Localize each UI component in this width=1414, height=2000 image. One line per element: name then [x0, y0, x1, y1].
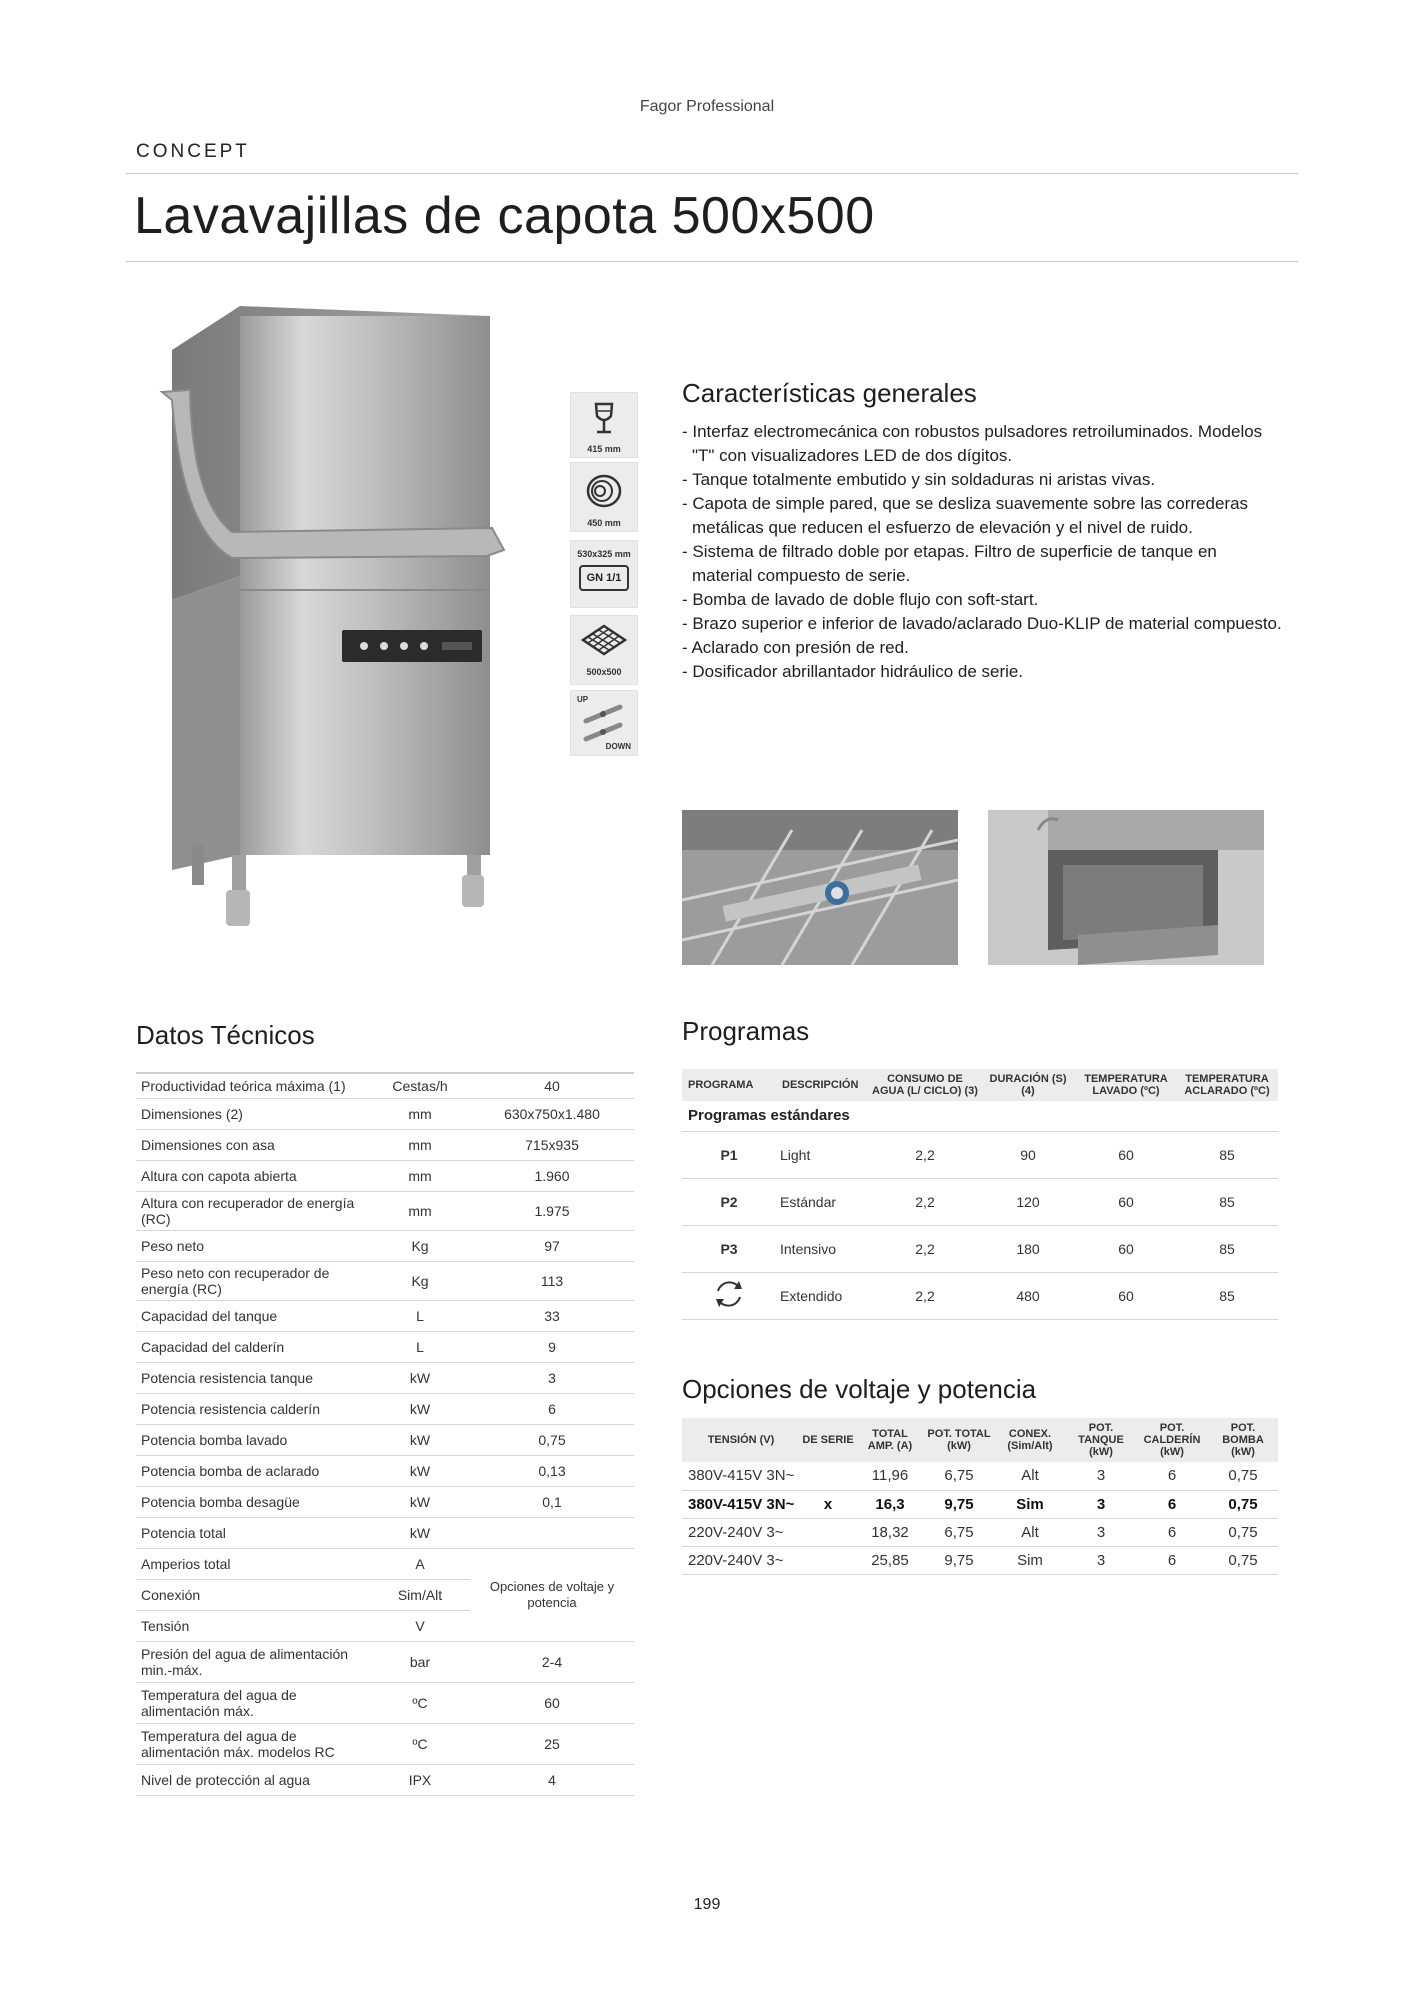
table-row	[136, 1331, 634, 1362]
wash-arms-detail-photo	[682, 810, 958, 965]
program-value: 85	[1176, 1225, 1278, 1272]
gn-tray-caption: 530x325 mm	[577, 549, 631, 559]
datos-unit: IPX	[370, 1764, 470, 1795]
datos-label: Altura con capota abierta	[136, 1160, 370, 1191]
datos-label: Potencia resistencia calderín	[136, 1393, 370, 1424]
datos-unit: bar	[370, 1641, 470, 1682]
program-value: 60	[1076, 1272, 1176, 1319]
list-item: - Tanque totalmente embutido y sin soldaduras ni aristas vivas.	[682, 470, 1156, 489]
table-row	[136, 1764, 634, 1795]
voltage-cell: x	[800, 1490, 856, 1518]
datos-unit: ºC	[370, 1682, 470, 1723]
datos-value: 60	[470, 1682, 634, 1723]
programas-heading: Programas	[682, 1016, 810, 1046]
datos-label: Dimensiones con asa	[136, 1129, 370, 1160]
datos-unit: Sim/Alt	[370, 1579, 470, 1610]
program-value: 60	[1076, 1225, 1176, 1272]
datos-value	[470, 1517, 634, 1548]
gn-tray-icon: GN 1/1	[579, 565, 629, 591]
wine-glass-icon	[584, 399, 624, 439]
datos-label: Productividad teórica máxima (1)	[136, 1073, 370, 1098]
list-item: - Sistema de filtrado doble por etapas. Filtro de superficie de tanque en material compuesto de serie.	[682, 542, 1217, 585]
gn-tray-badge	[570, 540, 638, 608]
program-value: 60	[1076, 1178, 1176, 1225]
program-value: 85	[1176, 1178, 1278, 1225]
glass-height-badge	[570, 392, 638, 458]
datos-label: Dimensiones (2)	[136, 1098, 370, 1129]
datos-label: Potencia bomba desagüe	[136, 1486, 370, 1517]
datos-unit: mm	[370, 1191, 470, 1230]
table-row	[136, 1230, 634, 1261]
brand-name: Fagor Professional	[639, 98, 775, 115]
wash-arms-badge	[570, 690, 638, 756]
datos-heading: Datos Técnicos	[136, 1020, 315, 1050]
datos-label: Capacidad del calderín	[136, 1331, 370, 1362]
datos-label: Tensión	[136, 1610, 370, 1641]
table-row	[682, 1518, 1278, 1546]
datos-value: 97	[470, 1230, 634, 1261]
datos-label: Potencia total	[136, 1517, 370, 1548]
program-code: P3	[682, 1225, 776, 1272]
datos-label: Amperios total	[136, 1548, 370, 1579]
voltage-cell: 18,32	[856, 1518, 924, 1546]
list-item: - Aclarado con presión de red.	[682, 638, 909, 657]
program-value: 480	[980, 1272, 1076, 1319]
voltage-value: 220V-240V 3~	[682, 1518, 800, 1546]
datos-unit: ºC	[370, 1723, 470, 1764]
wash-arms-up-caption: UP	[577, 695, 589, 704]
voltage-cell: 6	[1136, 1490, 1208, 1518]
datos-unit: L	[370, 1300, 470, 1331]
voltage-cell	[800, 1462, 856, 1490]
voltage-cell: 6,75	[924, 1462, 994, 1490]
datos-label: Temperatura del agua de alimentación máx. modelos RC	[136, 1723, 370, 1764]
voltage-cell: 6,75	[924, 1518, 994, 1546]
voltage-cell: 16,3	[856, 1490, 924, 1518]
table-row	[136, 1486, 634, 1517]
list-item: - Capota de simple pared, que se desliza suavemente sobre las correderas metálicas que reducen el esfuerzo de elevación y el nivel de ruido.	[682, 494, 1249, 537]
column-header: TENSIÓN (V)	[682, 1418, 800, 1462]
table-row	[136, 1548, 634, 1579]
datos-unit: Cestas/h	[370, 1073, 470, 1098]
list-item: - Interfaz electromecánica con robustos pulsadores retroiluminados. Modelos "T" con visualizadores LED de dos dígitos.	[682, 422, 1263, 465]
datos-value: 0,75	[470, 1424, 634, 1455]
datos-unit: kW	[370, 1486, 470, 1517]
datos-value: 33	[470, 1300, 634, 1331]
column-header: POT. BOMBA (kW)	[1208, 1418, 1278, 1462]
column-header: POT. TOTAL (kW)	[924, 1418, 994, 1462]
datos-label: Peso neto	[136, 1230, 370, 1261]
voltage-cell: Alt	[994, 1462, 1066, 1490]
datos-label: Conexión	[136, 1579, 370, 1610]
basket-icon	[579, 622, 629, 662]
voltage-cell: 11,96	[856, 1462, 924, 1490]
program-code: P1	[682, 1131, 776, 1178]
datos-unit: Kg	[370, 1230, 470, 1261]
column-header: DURACIÓN (S) (4)	[980, 1069, 1076, 1101]
column-header: DESCRIPCIÓN	[776, 1069, 870, 1101]
table-row	[136, 1098, 634, 1129]
features-list	[682, 420, 1282, 684]
table-row	[682, 1225, 1278, 1272]
column-header: POT. TANQUE (kW)	[1066, 1418, 1136, 1462]
table-row	[682, 1272, 1278, 1319]
voltage-cell: 6	[1136, 1462, 1208, 1490]
program-value: 85	[1176, 1272, 1278, 1319]
voltaje-table	[682, 1418, 1278, 1575]
datos-unit: mm	[370, 1129, 470, 1160]
datos-unit: kW	[370, 1362, 470, 1393]
column-header: TEMPERATURA ACLARADO (ºC)	[1176, 1069, 1278, 1101]
table-row	[136, 1393, 634, 1424]
datos-unit: kW	[370, 1455, 470, 1486]
datos-value: 6	[470, 1393, 634, 1424]
table-row	[136, 1682, 634, 1723]
voltage-cell	[800, 1518, 856, 1546]
table-row	[136, 1160, 634, 1191]
voltage-cell: 0,75	[1208, 1462, 1278, 1490]
voltaje-heading: Opciones de voltaje y potencia	[682, 1374, 1037, 1404]
column-header: CONEX. (Sim/Alt)	[994, 1418, 1066, 1462]
datos-unit: mm	[370, 1160, 470, 1191]
program-code	[682, 1272, 776, 1319]
datos-label: Nivel de protección al agua	[136, 1764, 370, 1795]
datos-value: 1.975	[470, 1191, 634, 1230]
datos-value: 25	[470, 1723, 634, 1764]
voltage-cell: Sim	[994, 1546, 1066, 1574]
table-row	[136, 1300, 634, 1331]
program-value: 2,2	[870, 1131, 980, 1178]
voltage-cell: 0,75	[1208, 1518, 1278, 1546]
datos-value: 2-4	[470, 1641, 634, 1682]
column-header: PROGRAMA	[682, 1069, 776, 1101]
voltage-cell: 6	[1136, 1546, 1208, 1574]
column-header: TEMPERATURA LAVADO (ºC)	[1076, 1069, 1176, 1101]
datos-unit: kW	[370, 1424, 470, 1455]
datos-value: 715x935	[470, 1129, 634, 1160]
program-code: P2	[682, 1178, 776, 1225]
voltage-value: 380V-415V 3N~	[682, 1490, 800, 1518]
programas-subheading-row	[682, 1101, 1278, 1131]
datos-unit: kW	[370, 1393, 470, 1424]
programas-subheading: Programas estándares	[682, 1101, 1278, 1131]
basket-size-caption: 500x500	[586, 667, 622, 677]
table-row	[136, 1362, 634, 1393]
voltage-cell: 9,75	[924, 1490, 994, 1518]
voltage-cell: Alt	[994, 1518, 1066, 1546]
voltage-cell: 25,85	[856, 1546, 924, 1574]
program-description: Light	[776, 1131, 870, 1178]
table-row	[682, 1131, 1278, 1178]
basket-size-badge	[570, 615, 638, 685]
column-header: POT. CALDERÍN (kW)	[1136, 1418, 1208, 1462]
datos-unit: L	[370, 1331, 470, 1362]
plates-icon	[582, 469, 626, 513]
page-title: Lavavajillas de capota 500x500	[134, 187, 875, 245]
datos-label: Potencia bomba lavado	[136, 1424, 370, 1455]
table-row	[682, 1546, 1278, 1574]
datos-label: Potencia resistencia tanque	[136, 1362, 370, 1393]
voltage-value: 380V-415V 3N~	[682, 1462, 800, 1490]
voltage-cell: 6	[1136, 1518, 1208, 1546]
datos-value: 3	[470, 1362, 634, 1393]
table-row	[682, 1462, 1278, 1490]
program-description: Extendido	[776, 1272, 870, 1319]
voltage-cell: 3	[1066, 1518, 1136, 1546]
voltage-cell: 0,75	[1208, 1490, 1278, 1518]
datos-value: 1.960	[470, 1160, 634, 1191]
datos-label: Potencia bomba de aclarado	[136, 1455, 370, 1486]
wash-arms-down-caption: DOWN	[605, 742, 631, 751]
voltage-cell: Sim	[994, 1490, 1066, 1518]
voltage-cell: 3	[1066, 1462, 1136, 1490]
voltage-cell: 3	[1066, 1490, 1136, 1518]
page-number: 199	[693, 1896, 721, 1913]
datos-value: 9	[470, 1331, 634, 1362]
refresh-cycle-icon	[712, 1277, 746, 1311]
program-value: 180	[980, 1225, 1076, 1272]
table-row	[136, 1261, 634, 1300]
list-item: - Dosificador abrillantador hidráulico de serie.	[682, 662, 1024, 681]
voltage-cell: 0,75	[1208, 1546, 1278, 1574]
plate-size-badge	[570, 462, 638, 532]
features-heading: Características generales	[682, 378, 977, 408]
voltage-cell: 3	[1066, 1546, 1136, 1574]
voltage-cell: 9,75	[924, 1546, 994, 1574]
program-value: 120	[980, 1178, 1076, 1225]
program-value: 90	[980, 1131, 1076, 1178]
column-header: TOTAL AMP. (A)	[856, 1418, 924, 1462]
datos-unit: V	[370, 1610, 470, 1641]
program-value: 85	[1176, 1131, 1278, 1178]
datos-label: Presión del agua de alimentación min.-máx.	[136, 1641, 370, 1682]
column-header: DE SERIE	[800, 1418, 856, 1462]
datos-unit: A	[370, 1548, 470, 1579]
title-divider	[126, 261, 1298, 262]
programas-table	[682, 1069, 1278, 1320]
program-description: Estándar	[776, 1178, 870, 1225]
datos-label: Peso neto con recuperador de energía (RC)	[136, 1261, 370, 1300]
plate-size-caption: 450 mm	[587, 518, 621, 528]
datos-unit: kW	[370, 1517, 470, 1548]
table-row	[682, 1178, 1278, 1225]
table-row	[136, 1129, 634, 1160]
table-row	[136, 1723, 634, 1764]
datos-label: Capacidad del tanque	[136, 1300, 370, 1331]
datos-table	[136, 1072, 634, 1796]
datos-unit: Kg	[370, 1261, 470, 1300]
dishwasher-product-image	[112, 300, 512, 930]
table-row	[136, 1455, 634, 1486]
table-row	[136, 1641, 634, 1682]
hood-interior-photo	[988, 810, 1264, 965]
table-row	[136, 1073, 634, 1098]
section-tag: CONCEPT	[136, 141, 250, 162]
program-value: 60	[1076, 1131, 1176, 1178]
datos-value: 0,1	[470, 1486, 634, 1517]
datos-merged-note: Opciones de voltaje y potencia	[470, 1548, 634, 1641]
table-row	[682, 1490, 1278, 1518]
list-item: - Brazo superior e inferior de lavado/aclarado Duo-KLIP de material compuesto.	[682, 614, 1282, 633]
datos-value: 0,13	[470, 1455, 634, 1486]
program-value: 2,2	[870, 1178, 980, 1225]
column-header: CONSUMO DE AGUA (L/ CICLO) (3)	[870, 1069, 980, 1101]
voltage-value: 220V-240V 3~	[682, 1546, 800, 1574]
datos-value: 113	[470, 1261, 634, 1300]
table-row	[136, 1424, 634, 1455]
datos-label: Altura con recuperador de energía (RC)	[136, 1191, 370, 1230]
list-item: - Bomba de lavado de doble flujo con soft-start.	[682, 590, 1039, 609]
glass-height-caption: 415 mm	[587, 444, 621, 454]
table-row	[136, 1191, 634, 1230]
header-divider	[126, 173, 1298, 174]
program-value: 2,2	[870, 1272, 980, 1319]
datos-value: 630x750x1.480	[470, 1098, 634, 1129]
datos-value: 40	[470, 1073, 634, 1098]
datos-label: Temperatura del agua de alimentación máx.	[136, 1682, 370, 1723]
voltage-cell	[800, 1546, 856, 1574]
datos-value: 4	[470, 1764, 634, 1795]
table-row	[136, 1517, 634, 1548]
program-value: 2,2	[870, 1225, 980, 1272]
program-description: Intensivo	[776, 1225, 870, 1272]
datos-unit: mm	[370, 1098, 470, 1129]
